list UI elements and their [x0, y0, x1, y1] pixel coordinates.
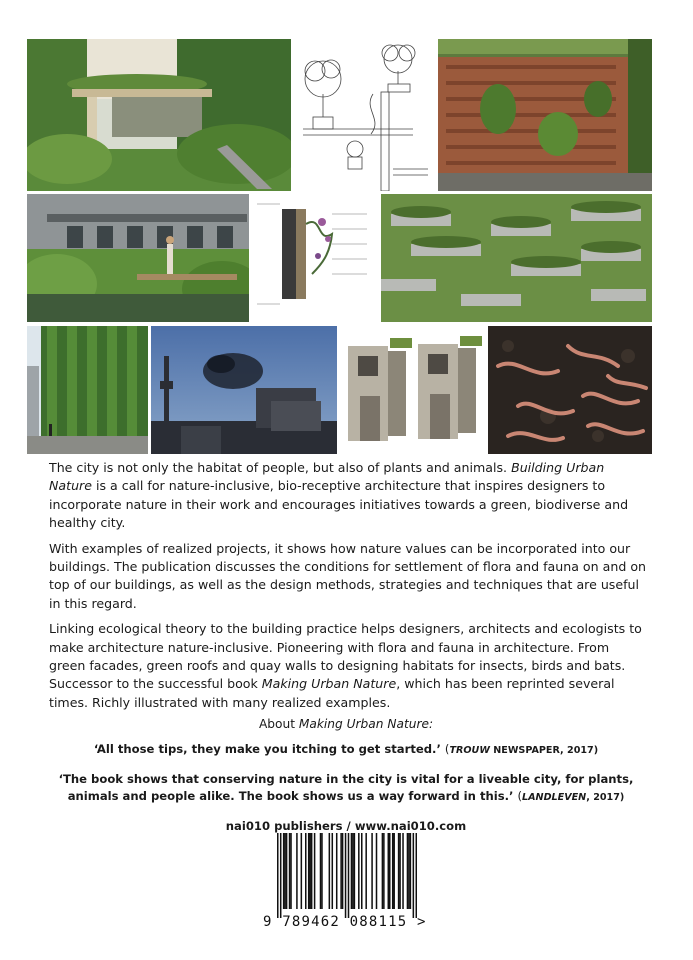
barcode-bar — [314, 833, 316, 909]
photo-balcony-tree-drawing — [293, 39, 435, 191]
barcode-bar — [296, 833, 298, 909]
barcode-bar — [340, 833, 342, 909]
barcode-bar — [289, 833, 291, 909]
barcode-bar — [286, 833, 288, 909]
quote-1-source-rest: NEWSPAPER, 2017) — [489, 745, 599, 756]
barcode-bar — [284, 833, 286, 909]
barcode-bar — [348, 833, 350, 918]
description-text — [49, 459, 649, 719]
barcode-bar — [320, 833, 322, 909]
photo-green-facade-street — [27, 326, 148, 454]
about-book-title: Making Urban Nature: — [298, 717, 434, 731]
photo-earthworms-soil — [488, 326, 652, 454]
description-paragraph-3 — [49, 620, 649, 712]
barcode-bar — [329, 833, 331, 909]
photo-garden-bridge — [27, 194, 249, 322]
barcode-bar — [351, 833, 353, 909]
review-quote-2 — [40, 771, 652, 806]
barcode-bar — [332, 833, 334, 909]
barcode-bar — [358, 833, 360, 909]
isbn-barcode — [277, 833, 417, 918]
barcode-bar — [402, 833, 404, 909]
photo-nesting-brick-models — [340, 326, 484, 454]
photo-terraced-green-building — [381, 194, 652, 322]
barcode-bar — [290, 833, 292, 909]
barcode-bar — [308, 833, 310, 909]
quote-1-paren: ( — [444, 742, 450, 756]
barcode-bar — [399, 833, 401, 909]
barcode-bar — [393, 833, 395, 909]
photo-starling-flock-euromast — [151, 326, 337, 454]
barcode-bar — [283, 833, 285, 909]
publisher-line: nai010 publishers / www.nai010.com — [225, 819, 467, 833]
barcode-bar — [413, 833, 415, 918]
barcode-bar — [398, 833, 400, 909]
barcode-bar — [336, 833, 338, 909]
barcode-bar — [388, 833, 390, 909]
p3-text-b: , which has been reprinted several times. Richly illustrated with many realized examples. — [49, 676, 615, 710]
isbn-digits: 9 789462 088115 > — [263, 914, 427, 930]
quote-1-text: ‘All those tips, they make you itching to get started.’ — [93, 742, 445, 756]
barcode-bar — [342, 833, 344, 909]
barcode-bar — [410, 833, 412, 909]
quote-2-text: ‘The book shows that conserving nature in the city is vital for a liveable city, for plants, animals and people alike. The book shows us a way forward in this.’ — [58, 772, 634, 803]
barcode-bar — [352, 833, 354, 909]
barcode-bar — [365, 833, 367, 909]
quote-2-paren: ( — [517, 789, 522, 803]
barcode-bar — [277, 833, 279, 918]
book-title-building-urban-nature: Building Urban Nature — [49, 460, 605, 494]
p1-text-a: The city is not only the habitat of people, but also of plants and animals. — [49, 460, 512, 475]
barcode-bar — [383, 833, 385, 909]
barcode-bar — [311, 833, 313, 909]
barcode-bar — [376, 833, 378, 909]
about-heading — [40, 716, 652, 733]
barcode-bar — [321, 833, 323, 909]
barcode-bar — [382, 833, 384, 909]
review-quote-1 — [40, 741, 652, 759]
quote-2-source-name: LANDLEVEN — [522, 792, 587, 803]
book-title-making-urban-nature: Making Urban Nature — [261, 676, 397, 692]
barcode-bar — [389, 833, 391, 909]
barcode-bar — [280, 833, 282, 918]
description-paragraph-2: With examples of realized projects, it shows how nature values can be incorporated into our buildings. The publication discusses the conditions for settlement of flora and fauna on and on top of our buildings, as well as the design methods, strategies and techniques that are useful in this regard. — [49, 540, 647, 611]
barcode-bar — [305, 833, 307, 909]
barcode-bar — [416, 833, 417, 918]
barcode-bar — [371, 833, 373, 909]
barcode-bar — [345, 833, 347, 918]
photo-brick-wall-plants — [438, 39, 652, 191]
barcode-bar — [301, 833, 303, 909]
about-prefix: About — [258, 717, 299, 731]
reviews-block — [40, 716, 652, 835]
description-paragraph-1 — [49, 459, 649, 533]
p3-text-a: Linking ecological theory to the building practice helps designers, architects and ecologists to make architecture nature-inclusive. Pioneering with flora and fauna in architecture. From green facades, green roofs and quay walls to designing habitats for insects, birds and bats. Successor to the successful book — [49, 621, 642, 692]
quote-2-source-rest: , 2017) — [586, 792, 625, 803]
barcode-bar — [408, 833, 410, 909]
barcode-svg — [277, 833, 417, 918]
barcode-bar — [392, 833, 394, 909]
barcode-bar — [354, 833, 356, 909]
photo-pavilion-green-roof — [27, 39, 291, 191]
quote-1-source-name: TROUW — [449, 745, 490, 756]
barcode-bar — [407, 833, 409, 909]
barcode-bar — [361, 833, 363, 909]
photo-green-wall-section-drawing — [252, 194, 378, 322]
barcode-bar — [309, 833, 311, 909]
p1-text-b: is a call for nature-inclusive, bio-receptive architecture that inspires designers to incorporate nature in their work and encourages initiatives towards a green, biodiverse and healthy city. — [49, 478, 629, 531]
